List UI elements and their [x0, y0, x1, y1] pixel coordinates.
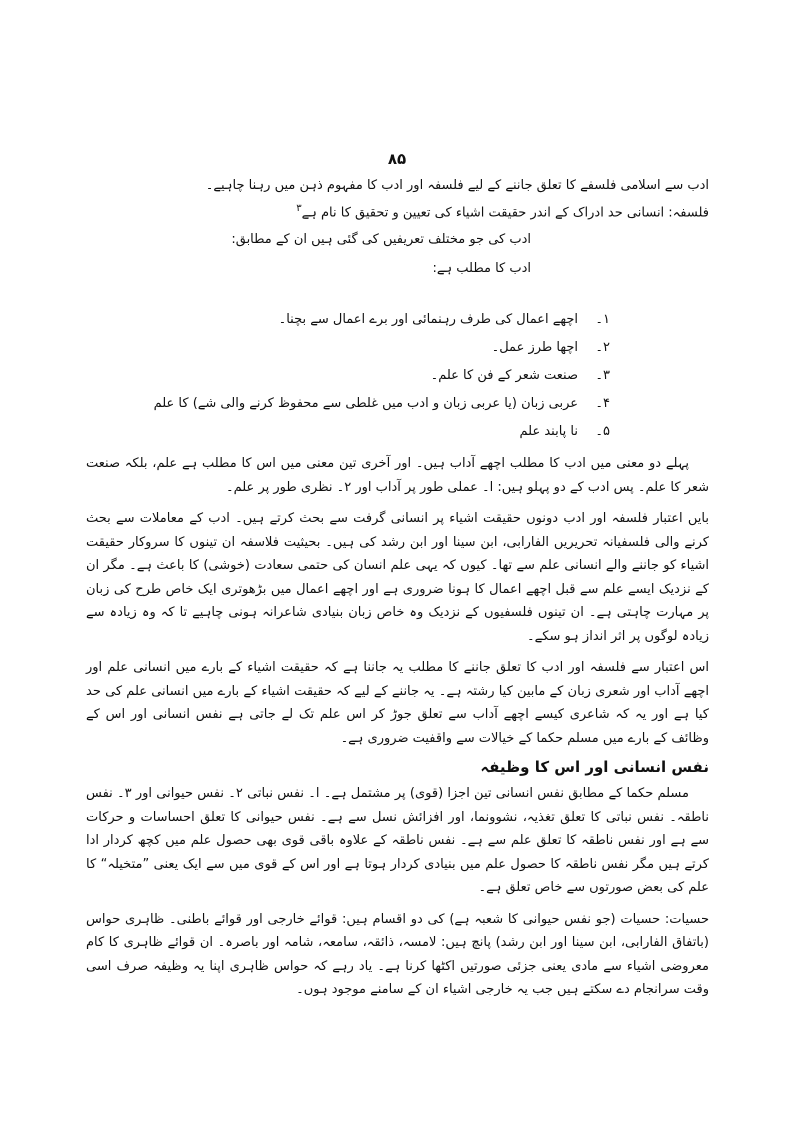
- list-number: ۲۔: [595, 340, 610, 355]
- list-text: نا پابند علم: [519, 424, 578, 439]
- list-text: اچھا طرز عمل۔: [491, 340, 578, 355]
- list-text: اچھے اعمال کی طرف رہنمائی اور برے اعمال سے بچنا۔: [278, 312, 578, 327]
- list-number: ۴۔: [595, 396, 610, 411]
- list-item: [153, 390, 610, 418]
- list-item: [250, 306, 610, 334]
- intro-line-3: ادب کی جو مختلف تعریفیں کی گئی ہیں ان کے مطابق:: [231, 232, 531, 248]
- paragraph-2: بایں اعتبار فلسفہ اور ادب دونوں حقیقت اشیاء پر انسانی گرفت سے بحث کرتے ہیں۔ ادب کے معاملات سے بحث کرنے والی فلسفیانہ تحریریں الفارابی، ابن سینا اور ابن رشد کی ہیں۔ بحیثیت فلاسفہ ان تینوں کا سروکار حقیقت اشیاء کو جاننے والے انسانی علم سے تھا۔ کیوں کہ یہی علم انسان کی حتمی سعادت (خوشی) کا باعث ہے۔ مگر ان کے نزدیک ایسے علم سے قبل اچھے اعمال کا ہونا ضروری ہے اور اچھے اعمال میں بڑھوتری ایک خاص طرح کی زبان پر مہارت چاہتی ہے۔ ان تینوں فلسفیوں کے نزدیک وہ خاص زبان بنیادی شاعرانہ ہونی چاہیے تا کہ وہ زیادہ سے زیادہ لوگوں پر اثر انداز ہو سکے۔: [86, 511, 709, 644]
- list-item: [250, 362, 610, 390]
- page-number: ۸۵: [387, 150, 407, 168]
- list-number: ۵۔: [595, 424, 610, 439]
- list-number: ۱۔: [595, 312, 610, 327]
- philosophy-definition: فلسفہ: انسانی حد ادراک کے اندر حقیقت اشیاء کی تعیین و تحقیق کا نام ہے: [301, 205, 709, 221]
- footnote-ref: ۳: [296, 203, 302, 214]
- list-item: [250, 334, 610, 362]
- intro-line-1: ادب سے اسلامی فلسفے کا تعلق جاننے کے لیے فلسفہ اور ادب کا مفہوم ذہن میں رہنا چاہیے۔: [205, 178, 709, 193]
- list-item: [250, 418, 610, 446]
- intro-line-2: [86, 199, 709, 222]
- paragraph-5: حسیات: حسیات (جو نفس حیوانی کا شعبہ ہے) کی دو اقسام ہیں: قوائے خارجی اور قوائے باطنی۔ ظاہری حواس (باتفاق الفارابی، ابن سینا اور ابن رشد) پانچ ہیں: لامسہ، ذائقہ، سامعہ، شامہ اور باصرہ۔ ان قوائے ظاہری کا کام معروضی اشیاء سے مادی یعنی جزئی صورتیں اکٹھا کرنا ہے۔ یاد رہے کہ حواس ظاہری اپنا یہ وظیفہ صرف اسی وقت سرانجام دے سکتے ہیں جب یہ خارجی اشیاء ان کے سامنے موجود ہوں۔: [86, 911, 709, 997]
- paragraph-1: پہلے دو معنی میں ادب کا مطلب اچھے آداب ہیں۔ اور آخری تین معنی میں اس کا مطلب ہے علم، بلکہ صنعت شعر کا علم۔ پس ادب کے دو پہلو ہیں: ا۔ عملی طور پر آداب اور ۲۔ نظری طور پر علم۔: [86, 456, 709, 495]
- list-text: صنعت شعر کے فن کا علم۔: [430, 368, 578, 383]
- paragraph-3: اس اعتبار سے فلسفہ اور ادب کا تعلق جاننے کا مطلب یہ جاننا ہے کہ حقیقت اشیاء کے بارے میں انسانی علم اور اچھے آداب اور شعری زبان کے مابین کیا رشتہ ہے۔ یہ جاننے کے لیے کہ حقیقت اشیاء کے بارے میں انسانی علم کی حد کیا ہے اور یہ کہ شاعری کیسے اچھے آداب سے تعلق جوڑ کر اس علم تک لے جاتی ہے نفس انسانی اور اس کے وظائف کے بارے میں مسلم حکما کے خیالات سے واقفیت ضروری ہے۔: [86, 660, 709, 746]
- paragraph-4: مسلم حکما کے مطابق نفس انسانی تین اجزا (قوی) پر مشتمل ہے۔ ا۔ نفس نباتی ۲۔ نفس حیوانی اور ۳۔ نفس ناطقہ۔ نفس نباتی کا تعلق تغذیہ، نشوونما، اور افزائش نسل سے ہے۔ نفس حیوانی کا تعلق احساسات و حرکات سے ہے اور نفس ناطقہ کا تعلق علم سے ہے۔ نفس ناطقہ کے علاوہ باقی قوی بھی حصول علم میں کچھ کردار ادا کرتے ہیں مگر نفس ناطقہ کا حصول علم میں بنیادی کردار ہوتا ہے اور اس کے قوی میں سے ایک یعنی ”متخیلہ“ کا علم کی بعض صورتوں سے خاص تعلق ہے۔: [86, 786, 709, 895]
- list-number: ۳۔: [595, 368, 610, 383]
- section-heading: نفس انسانی اور اس کا وظیفہ: [480, 758, 709, 776]
- body-text: [86, 452, 709, 1002]
- intro-block: [86, 176, 709, 278]
- definition-list: [153, 306, 610, 446]
- intro-line-4: ادب کا مطلب ہے:: [432, 261, 531, 277]
- list-text: عربی زبان (یا عربی زبان و ادب میں غلطی سے محفوظ کرنے والی شے) کا علم: [153, 396, 578, 411]
